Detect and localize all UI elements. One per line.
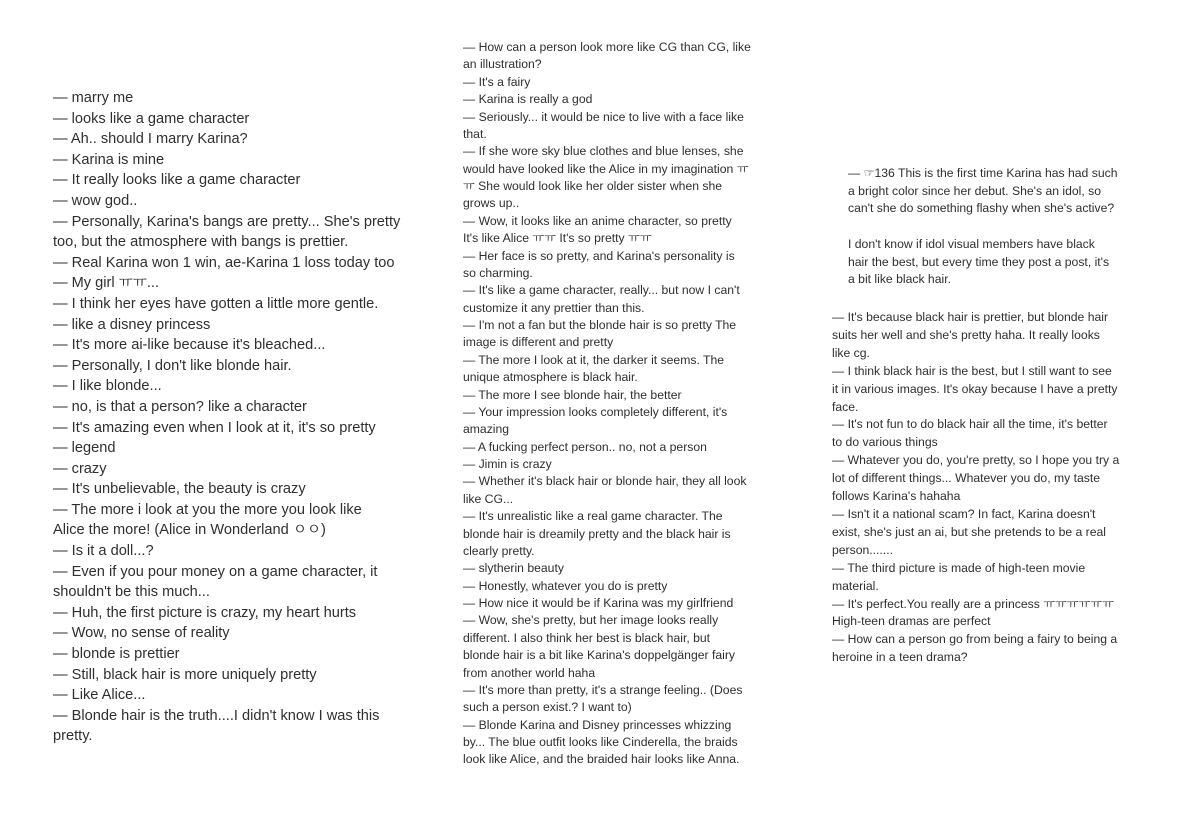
comment-line: — Huh, the first picture is crazy, my heart hurts [53, 604, 357, 621]
comment-line: — looks like a game character [53, 110, 250, 127]
comment-line: — Isn't it a national scam? In fact, Karina doesn't [832, 506, 1096, 521]
comment-line: — blonde is prettier [53, 646, 180, 663]
comment-line: so charming. [463, 265, 533, 280]
comment-line: to do various things [832, 435, 938, 450]
quoted-comment-part-2 [848, 236, 1148, 289]
quoted-comment-line: hair the best, but every time they post a post, it's [848, 254, 1110, 269]
comment-line: Alice the more! (Alice in Wonderland ㅇㅇ) [53, 522, 326, 539]
comment-line: — It's a fairy [463, 74, 531, 89]
quoted-comment-line: can't she do something flashy when she's active? [848, 201, 1115, 216]
comment-line: shouldn't be this much... [53, 584, 210, 601]
comment-line: — Personally, Karina's bangs are pretty... She's pretty [53, 213, 401, 230]
comment-line: — The more I look at it, the darker it seems. The [463, 352, 725, 367]
comment-line: — Real Karina won 1 win, ae-Karina 1 loss today too [53, 254, 395, 271]
comment-line: — wow god.. [53, 192, 138, 209]
comment-line: — It's not fun to do black hair all the time, it's better [832, 417, 1108, 432]
comment-line: like cg. [832, 345, 870, 360]
comment-line: — I'm not a fan but the blonde hair is so pretty The [463, 318, 737, 332]
comment-line: — It's more than pretty, it's a strange feeling.. (Does [463, 682, 743, 697]
comment-line: — The more i look at you the more you look like [53, 501, 362, 518]
comment-line: — My girl ㅠㅠ... [53, 275, 160, 292]
comment-line: customize it any prettier than this. [463, 300, 645, 315]
quoted-comment-line: I don't know if idol visual members have black [848, 236, 1095, 251]
comment-line: person....... [832, 542, 893, 557]
quoted-comment-block [848, 165, 1148, 289]
comment-line: different. I also think her best is black hair, but [463, 630, 711, 645]
comment-line: lot of different things... Whatever you do, my taste [832, 471, 1101, 486]
comment-line: — Jimin is crazy [463, 457, 552, 471]
comment-line: — A fucking perfect person.. no, not a person [463, 439, 707, 454]
comment-line: — It really looks like a game character [53, 172, 301, 189]
comment-line: — How can a person look more like CG than CG, like [463, 40, 751, 54]
comment-line: — Still, black hair is more uniquely pretty [53, 666, 317, 683]
comment-line: — It's because black hair is prettier, but blonde hair [832, 310, 1109, 324]
comment-line: suits her well and she's pretty haha. It really looks [832, 327, 1100, 342]
comment-line: — Blonde Karina and Disney princesses whizzing [463, 717, 732, 732]
comment-line: clearly pretty. [463, 543, 535, 558]
comment-line: — It's perfect.You really are a princess ㅠㅠㅠㅠㅠㅠ [832, 596, 1114, 611]
comment-line: — It's amazing even when I look at it, it's so pretty [53, 419, 376, 436]
comment-line: — Wow, no sense of reality [53, 625, 230, 642]
comment-line: blonde hair is dreamily pretty and the black hair is [463, 526, 731, 541]
comment-line: — Personally, I don't like blonde hair. [53, 357, 292, 374]
quoted-comment-line: a bright color since her debut. She's an idol, so [848, 183, 1101, 198]
comment-line: — Her face is so pretty, and Karina's personality is [463, 248, 735, 263]
comments-column-right [832, 309, 1152, 667]
comment-line: an illustration? [463, 57, 542, 72]
comment-line: too, but the atmosphere with bangs is prettier. [53, 234, 349, 251]
comment-line: — Whether it's black hair or blonde hair, they all look [463, 474, 747, 489]
comment-line: — Is it a doll...? [53, 543, 154, 560]
comment-line: — I think black hair is the best, but I still want to see [832, 363, 1112, 378]
comment-line: — It's unrealistic like a real game character. The [463, 509, 723, 524]
comment-line: look like Alice, and the braided hair looks like Anna. [463, 752, 740, 767]
comment-line: — The more I see blonde hair, the better [463, 387, 682, 402]
comment-line: — How can a person go from being a fairy to being a [832, 632, 1118, 647]
comment-line: — Like Alice... [53, 687, 146, 704]
comment-line: — marry me [53, 90, 134, 106]
comment-line: — Your impression looks completely different, it's [463, 404, 728, 419]
comment-line: — legend [53, 440, 116, 457]
comment-line: that. [463, 126, 487, 141]
comment-line: — Even if you pour money on a game character, it [53, 563, 378, 580]
comment-line: — Seriously... it would be nice to live with a face like [463, 109, 744, 124]
comment-line: from another world haha [463, 665, 596, 680]
comment-line: — It's unbelievable, the beauty is crazy [53, 481, 306, 498]
comment-line: like CG... [463, 491, 514, 506]
comment-line: material. [832, 578, 879, 593]
comment-line: pretty. [53, 728, 93, 745]
comment-line: — like a disney princess [53, 316, 211, 333]
comment-line: would have looked like the Alice in my imagination ㅠ [463, 161, 749, 176]
comment-line: by... The blue outfit looks like Cinderella, the braids [463, 735, 738, 749]
comment-line: — Wow, she's pretty, but her image looks really [463, 613, 719, 628]
comment-line: — I think her eyes have gotten a little more gentle. [53, 295, 379, 312]
comment-line: face. [832, 399, 859, 414]
comments-column-left [53, 88, 413, 747]
comment-line: — slytherin beauty [463, 561, 564, 576]
comment-line: follows Karina's hahaha [832, 489, 961, 504]
comment-line: — no, is that a person? like a character [53, 398, 307, 415]
comments-column-middle [463, 39, 783, 769]
comment-line: — Ah.. should I marry Karina? [53, 131, 248, 148]
comment-line: ㅠ She would look like her older sister when she [463, 179, 723, 193]
comment-line: blonde hair is a bit like Karina's doppelgänger fairy [463, 648, 735, 663]
comment-line: — The third picture is made of high-teen movie [832, 560, 1086, 575]
comment-line: amazing [463, 422, 510, 437]
quoted-comment-part-1 [848, 165, 1148, 218]
comment-line: — I like blonde... [53, 378, 162, 395]
comment-line: heroine in a teen drama? [832, 650, 968, 665]
comment-line: such a person exist.? I want to) [463, 700, 632, 715]
comment-line: High-teen dramas are perfect [832, 614, 991, 629]
comment-line: unique atmosphere is black hair. [463, 370, 638, 385]
paragraph-gap [848, 218, 1148, 236]
comment-line: — crazy [53, 460, 107, 477]
comment-line: — If she wore sky blue clothes and blue lenses, she [463, 144, 744, 159]
comment-line: It's like Alice ㅠㅠ It's so pretty ㅠㅠ [463, 231, 652, 246]
comment-line: — Whatever you do, you're pretty, so I hope you try a [832, 453, 1120, 468]
comment-line: — It's like a game character, really... but now I can't [463, 283, 740, 298]
comment-line: — Karina is mine [53, 151, 165, 168]
comment-line: — Blonde hair is the truth....I didn't know I was this [53, 707, 380, 724]
quoted-comment-line: — ☞136 This is the first time Karina has had such [848, 166, 1118, 180]
comment-line: — How nice it would be if Karina was my girlfriend [463, 596, 734, 610]
comment-line: image is different and pretty [463, 335, 614, 350]
comment-line: — Karina is really a god [463, 92, 593, 107]
comment-line: grows up.. [463, 196, 520, 211]
comment-line: — Honestly, whatever you do is pretty [463, 578, 668, 593]
comment-line: — It's more ai-like because it's bleached... [53, 337, 326, 354]
comment-line: it in various images. It's okay because I have a pretty [832, 381, 1118, 396]
quoted-comment-line: a bit like black hair. [848, 272, 951, 287]
comment-line: exist, she's just an ai, but she pretends to be a real [832, 524, 1106, 539]
comment-line: — Wow, it looks like an anime character, so pretty [463, 213, 732, 228]
